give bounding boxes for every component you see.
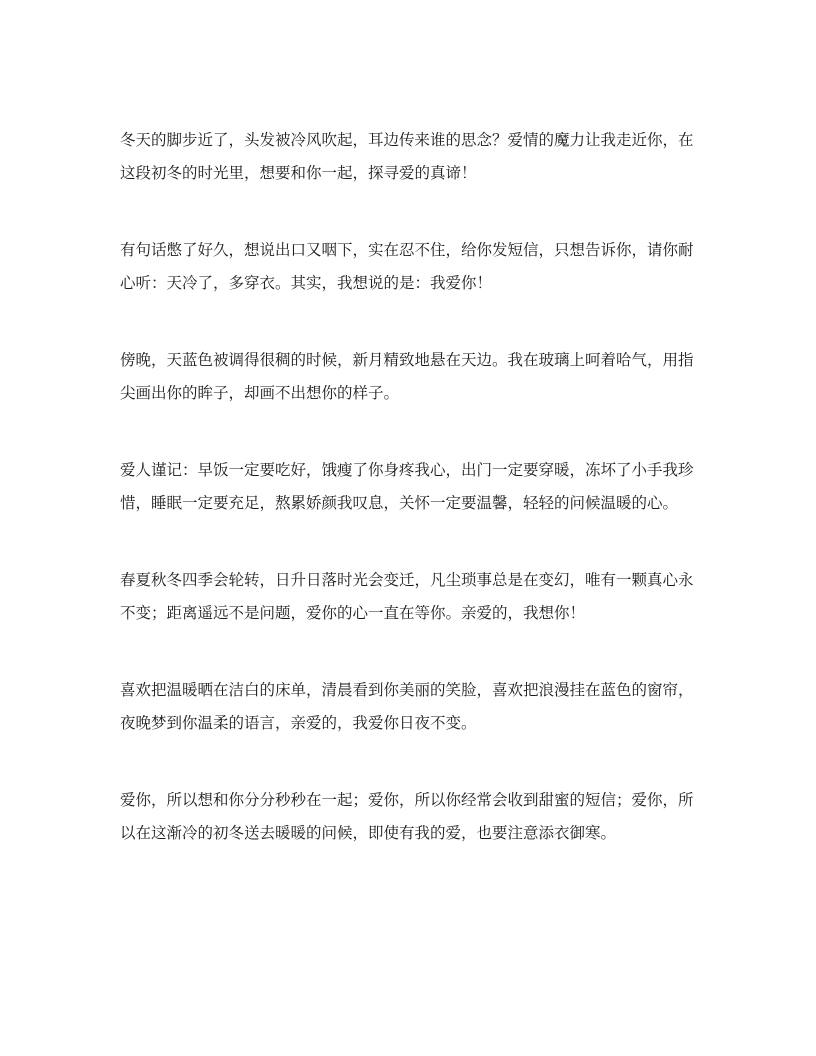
paragraph-4: 爱人谨记：早饭一定要吃好，饿瘦了你身疼我心，出门一定要穿暖，冻坏了小手我珍惜，睡眠一定要充足，熬累娇颜我叹息，关怀一定要温馨，轻轻的问候温暖的心。: [120, 461, 694, 512]
paragraph-7: 爱你，所以想和你分分秒秒在一起；爱你，所以你经常会收到甜蜜的短信；爱你，所以在这渐冷的初冬送去暖暖的问候，即使有我的爱，也要注意添衣御寒。: [120, 791, 694, 842]
document-body: [120, 124, 700, 894]
paragraph-1: 冬天的脚步近了，头发被冷风吹起，耳边传来谁的思念？爱情的魔力让我走近你，在这段初冬的时光里，想要和你一起，探寻爱的真谛！: [120, 131, 694, 182]
paragraph-2: 有句话憋了好久，想说出口又咽下，实在忍不住，给你发短信，只想告诉你，请你耐心听：天冷了，多穿衣。其实，我想说的是：我爱你！: [120, 241, 694, 292]
paragraph-6: 喜欢把温暖晒在洁白的床单，清晨看到你美丽的笑脸，喜欢把浪漫挂在蓝色的窗帘，夜晚梦到你温柔的语言，亲爱的，我爱你日夜不变。: [120, 681, 694, 732]
paragraph-5: 春夏秋冬四季会轮转，日升日落时光会变迁，凡尘琐事总是在变幻，唯有一颗真心永不变；距离遥远不是问题，爱你的心一直在等你。亲爱的，我想你！: [120, 571, 694, 622]
paragraph-3: 傍晚，天蓝色被调得很稠的时候，新月精致地悬在天边。我在玻璃上呵着哈气，用指尖画出你的眸子，却画不出想你的样子。: [120, 351, 694, 402]
